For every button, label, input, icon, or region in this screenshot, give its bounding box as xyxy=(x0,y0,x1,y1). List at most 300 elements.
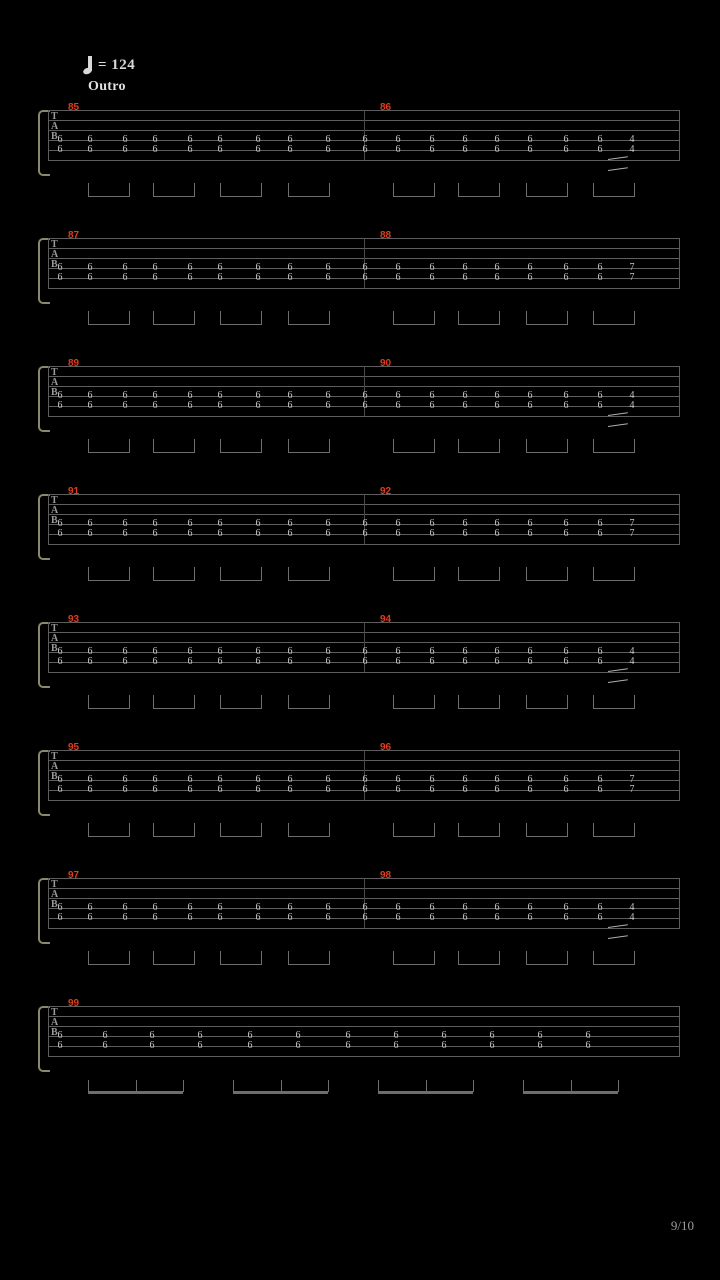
stem xyxy=(618,1080,619,1092)
fret-number: 6 xyxy=(462,272,468,283)
stem xyxy=(473,1080,474,1092)
stem xyxy=(136,1080,137,1092)
staff-left-edge xyxy=(48,1006,49,1056)
fret-number: 6 xyxy=(429,144,435,155)
fret-number: 6 xyxy=(57,902,63,913)
rhythm-bracket xyxy=(220,311,262,325)
staff-right-edge xyxy=(679,878,680,928)
rhythm-bracket xyxy=(220,951,262,965)
fret-number: 6 xyxy=(217,784,223,795)
staff-line xyxy=(48,288,680,289)
fret-number: 6 xyxy=(122,774,128,785)
fret-number: 6 xyxy=(217,656,223,667)
staff-line xyxy=(48,1016,680,1017)
fret-number: 6 xyxy=(187,912,193,923)
fret-number: 6 xyxy=(429,390,435,401)
measure-number: 86 xyxy=(380,102,392,113)
stem xyxy=(281,1080,282,1092)
fret-number: 6 xyxy=(362,784,368,795)
rhythm-bracket xyxy=(393,695,435,709)
rhythm-bracket xyxy=(593,311,635,325)
fret-number: 6 xyxy=(325,144,331,155)
fret-number: 6 xyxy=(429,518,435,529)
rhythm-bracket xyxy=(288,567,330,581)
fret-number: 6 xyxy=(87,912,93,923)
fret-number: 6 xyxy=(187,272,193,283)
fret-number: 6 xyxy=(295,1040,301,1051)
rhythm-bracket xyxy=(526,695,568,709)
fret-number: 6 xyxy=(325,774,331,785)
slide-mark xyxy=(608,423,628,427)
rhythm-bracket xyxy=(88,567,130,581)
fret-number: 6 xyxy=(255,912,261,923)
rhythm-bracket xyxy=(153,311,195,325)
fret-number: 6 xyxy=(325,400,331,411)
rhythm-bracket xyxy=(458,183,500,197)
staff-right-edge xyxy=(679,1006,680,1056)
fret-number: 6 xyxy=(122,272,128,283)
rhythm-bracket xyxy=(593,695,635,709)
measure-number: 97 xyxy=(68,870,80,881)
fret-number: 6 xyxy=(429,134,435,145)
fret-number: 6 xyxy=(255,902,261,913)
fret-number: 6 xyxy=(462,774,468,785)
fret-number: 6 xyxy=(527,784,533,795)
fret-number: 6 xyxy=(494,400,500,411)
fret-number: 6 xyxy=(597,400,603,411)
rhythm-bracket xyxy=(393,311,435,325)
tab-clef: T A B xyxy=(51,879,59,910)
fret-number: 6 xyxy=(217,272,223,283)
fret-number: 6 xyxy=(122,134,128,145)
fret-number: 6 xyxy=(597,262,603,273)
staff-right-edge xyxy=(679,494,680,544)
fret-number: 6 xyxy=(563,784,569,795)
fret-number: 6 xyxy=(197,1040,203,1051)
fret-number: 6 xyxy=(57,400,63,411)
fret-number: 4 xyxy=(629,144,635,155)
fret-number: 6 xyxy=(537,1030,543,1041)
fret-number: 7 xyxy=(629,262,635,273)
rhythm-bracket xyxy=(526,183,568,197)
rhythm-bracket xyxy=(393,183,435,197)
fret-number: 6 xyxy=(217,144,223,155)
fret-number: 6 xyxy=(429,774,435,785)
fret-number: 6 xyxy=(197,1030,203,1041)
staff-left-edge xyxy=(48,110,49,160)
fret-number: 6 xyxy=(362,134,368,145)
rhythm-bracket xyxy=(88,823,130,837)
fret-number: 6 xyxy=(494,518,500,529)
fret-number: 4 xyxy=(629,902,635,913)
fret-number: 6 xyxy=(462,400,468,411)
rhythm-bracket xyxy=(458,823,500,837)
fret-number: 6 xyxy=(255,272,261,283)
staff-line xyxy=(48,800,680,801)
stem xyxy=(426,1080,427,1092)
fret-number: 6 xyxy=(187,134,193,145)
staff-left-edge xyxy=(48,238,49,288)
measure-number: 96 xyxy=(380,742,392,753)
fret-number: 6 xyxy=(87,656,93,667)
staff-right-edge xyxy=(679,238,680,288)
fret-number: 6 xyxy=(462,656,468,667)
staff-line xyxy=(48,1056,680,1057)
fret-number: 6 xyxy=(57,272,63,283)
fret-number: 6 xyxy=(287,134,293,145)
fret-number: 6 xyxy=(287,656,293,667)
fret-number: 6 xyxy=(597,528,603,539)
fret-number: 6 xyxy=(57,646,63,657)
rhythm-bracket xyxy=(220,695,262,709)
staff-left-edge xyxy=(48,494,49,544)
fret-number: 6 xyxy=(87,390,93,401)
fret-number: 6 xyxy=(585,1040,591,1051)
fret-number: 6 xyxy=(287,646,293,657)
rhythm-bracket xyxy=(593,183,635,197)
staff-left-edge xyxy=(48,622,49,672)
fret-number: 6 xyxy=(527,902,533,913)
fret-number: 6 xyxy=(87,518,93,529)
fret-number: 6 xyxy=(325,902,331,913)
fret-number: 6 xyxy=(152,518,158,529)
staff-line xyxy=(48,160,680,161)
fret-number: 6 xyxy=(152,646,158,657)
fret-number: 6 xyxy=(87,272,93,283)
fret-number: 6 xyxy=(429,272,435,283)
fret-number: 6 xyxy=(597,774,603,785)
fret-number: 6 xyxy=(597,656,603,667)
staff-right-edge xyxy=(679,110,680,160)
fret-number: 6 xyxy=(345,1030,351,1041)
rhythm-bracket xyxy=(288,695,330,709)
fret-number: 6 xyxy=(429,400,435,411)
fret-number: 6 xyxy=(217,390,223,401)
fret-number: 7 xyxy=(629,272,635,283)
fret-number: 6 xyxy=(345,1040,351,1051)
fret-number: 6 xyxy=(255,134,261,145)
tab-staff xyxy=(48,238,680,300)
fret-number: 6 xyxy=(255,774,261,785)
fret-number: 6 xyxy=(462,518,468,529)
fret-number: 6 xyxy=(217,134,223,145)
fret-number: 6 xyxy=(122,912,128,923)
fret-number: 6 xyxy=(462,390,468,401)
fret-number: 6 xyxy=(563,774,569,785)
rhythm-bracket xyxy=(88,695,130,709)
fret-number: 6 xyxy=(597,784,603,795)
fret-number: 6 xyxy=(325,262,331,273)
fret-number: 4 xyxy=(629,400,635,411)
fret-number: 6 xyxy=(87,774,93,785)
fret-number: 6 xyxy=(217,912,223,923)
stem xyxy=(523,1080,524,1092)
fret-number: 6 xyxy=(494,144,500,155)
fret-number: 6 xyxy=(362,518,368,529)
staff-left-edge xyxy=(48,878,49,928)
measure-number: 95 xyxy=(68,742,80,753)
stem xyxy=(88,1080,89,1092)
rhythm-bracket xyxy=(220,567,262,581)
fret-number: 6 xyxy=(187,656,193,667)
fret-number: 6 xyxy=(287,528,293,539)
fret-number: 6 xyxy=(217,262,223,273)
fret-number: 6 xyxy=(494,912,500,923)
measure-number: 94 xyxy=(380,614,392,625)
fret-number: 6 xyxy=(122,144,128,155)
staff-right-edge xyxy=(679,750,680,800)
fret-number: 6 xyxy=(217,528,223,539)
fret-number: 6 xyxy=(429,646,435,657)
fret-number: 6 xyxy=(462,646,468,657)
staff-right-edge xyxy=(679,366,680,416)
fret-number: 6 xyxy=(217,400,223,411)
staff-line xyxy=(48,416,680,417)
fret-number: 6 xyxy=(362,774,368,785)
fret-number: 6 xyxy=(462,784,468,795)
fret-number: 6 xyxy=(563,390,569,401)
fret-number: 6 xyxy=(395,646,401,657)
rhythm-bracket xyxy=(220,183,262,197)
fret-number: 4 xyxy=(629,656,635,667)
fret-number: 6 xyxy=(362,646,368,657)
fret-number: 6 xyxy=(87,400,93,411)
fret-number: 6 xyxy=(527,912,533,923)
fret-number: 6 xyxy=(395,774,401,785)
fret-number: 6 xyxy=(395,134,401,145)
fret-number: 6 xyxy=(441,1030,447,1041)
quarter-note-icon xyxy=(88,56,92,71)
fret-number: 6 xyxy=(395,390,401,401)
fret-number: 6 xyxy=(462,144,468,155)
fret-number: 6 xyxy=(217,646,223,657)
fret-number: 6 xyxy=(255,518,261,529)
fret-number: 6 xyxy=(597,144,603,155)
fret-number: 6 xyxy=(597,902,603,913)
fret-number: 6 xyxy=(287,272,293,283)
fret-number: 6 xyxy=(441,1040,447,1051)
fret-number: 6 xyxy=(325,390,331,401)
fret-number: 6 xyxy=(287,774,293,785)
staff-right-edge xyxy=(679,622,680,672)
measure-number: 92 xyxy=(380,486,392,497)
fret-number: 6 xyxy=(462,134,468,145)
fret-number: 6 xyxy=(57,1040,63,1051)
fret-number: 6 xyxy=(57,262,63,273)
fret-number: 6 xyxy=(489,1040,495,1051)
fret-number: 6 xyxy=(287,784,293,795)
fret-number: 6 xyxy=(395,272,401,283)
tab-clef: T A B xyxy=(51,111,59,142)
rhythm-bracket xyxy=(153,567,195,581)
fret-number: 4 xyxy=(629,912,635,923)
fret-number: 6 xyxy=(429,784,435,795)
fret-number: 6 xyxy=(152,272,158,283)
tab-staff xyxy=(48,494,680,556)
fret-number: 6 xyxy=(527,518,533,529)
fret-number: 6 xyxy=(489,1030,495,1041)
fret-number: 6 xyxy=(527,134,533,145)
fret-number: 6 xyxy=(429,262,435,273)
fret-number: 6 xyxy=(362,400,368,411)
rhythm-bracket xyxy=(526,951,568,965)
rhythm-bracket xyxy=(393,567,435,581)
fret-number: 4 xyxy=(629,134,635,145)
slide-mark xyxy=(608,935,628,939)
rhythm-bracket xyxy=(393,951,435,965)
fret-number: 6 xyxy=(152,262,158,273)
fret-number: 6 xyxy=(152,400,158,411)
fret-number: 6 xyxy=(362,656,368,667)
measure-number: 93 xyxy=(68,614,80,625)
fret-number: 6 xyxy=(597,646,603,657)
slide-mark xyxy=(608,679,628,683)
tab-staff xyxy=(48,110,680,172)
fret-number: 4 xyxy=(629,390,635,401)
fret-number: 6 xyxy=(395,518,401,529)
fret-number: 6 xyxy=(57,134,63,145)
rhythm-bracket xyxy=(288,183,330,197)
rhythm-bracket xyxy=(593,951,635,965)
fret-number: 6 xyxy=(187,902,193,913)
fret-number: 6 xyxy=(87,528,93,539)
staff-line xyxy=(48,1026,680,1027)
rhythm-bracket xyxy=(88,439,130,453)
rhythm-bracket xyxy=(153,183,195,197)
staff-left-edge xyxy=(48,366,49,416)
fret-number: 6 xyxy=(494,784,500,795)
stem xyxy=(328,1080,329,1092)
fret-number: 7 xyxy=(629,784,635,795)
stem xyxy=(378,1080,379,1092)
fret-number: 6 xyxy=(395,144,401,155)
staff-line xyxy=(48,1006,680,1007)
fret-number: 6 xyxy=(57,656,63,667)
staff-line xyxy=(48,672,680,673)
fret-number: 6 xyxy=(563,646,569,657)
fret-number: 6 xyxy=(287,518,293,529)
rhythm-bracket xyxy=(288,439,330,453)
page-number: 9/10 xyxy=(670,1218,694,1233)
fret-number: 6 xyxy=(152,902,158,913)
rhythm-bracket xyxy=(458,695,500,709)
fret-number: 6 xyxy=(395,528,401,539)
fret-number: 6 xyxy=(87,646,93,657)
fret-number: 6 xyxy=(429,902,435,913)
fret-number: 6 xyxy=(563,902,569,913)
fret-number: 6 xyxy=(152,390,158,401)
fret-number: 6 xyxy=(597,912,603,923)
fret-number: 6 xyxy=(325,272,331,283)
fret-number: 6 xyxy=(494,902,500,913)
fret-number: 6 xyxy=(87,144,93,155)
fret-number: 6 xyxy=(462,902,468,913)
fret-number: 6 xyxy=(429,656,435,667)
tab-staff xyxy=(48,750,680,812)
fret-number: 6 xyxy=(87,784,93,795)
measure-number: 85 xyxy=(68,102,80,113)
fret-number: 6 xyxy=(563,518,569,529)
fret-number: 6 xyxy=(57,144,63,155)
stem xyxy=(571,1080,572,1092)
rhythm-bracket xyxy=(220,439,262,453)
fret-number: 7 xyxy=(629,528,635,539)
fret-number: 6 xyxy=(527,528,533,539)
fret-number: 6 xyxy=(462,262,468,273)
fret-number: 6 xyxy=(494,646,500,657)
fret-number: 6 xyxy=(152,774,158,785)
fret-number: 6 xyxy=(494,390,500,401)
fret-number: 6 xyxy=(563,400,569,411)
tab-staff xyxy=(48,878,680,940)
fret-number: 6 xyxy=(597,134,603,145)
fret-number: 6 xyxy=(362,262,368,273)
fret-number: 6 xyxy=(247,1030,253,1041)
rhythm-bracket xyxy=(526,567,568,581)
fret-number: 6 xyxy=(187,144,193,155)
section-label: Outro xyxy=(88,79,126,94)
fret-number: 6 xyxy=(217,902,223,913)
rhythm-bracket xyxy=(458,439,500,453)
fret-number: 6 xyxy=(527,262,533,273)
tab-staff xyxy=(48,622,680,684)
rhythm-bracket xyxy=(393,823,435,837)
fret-number: 6 xyxy=(325,528,331,539)
rhythm-bracket xyxy=(593,567,635,581)
fret-number: 6 xyxy=(122,656,128,667)
fret-number: 6 xyxy=(255,528,261,539)
tab-clef: T A B xyxy=(51,367,59,398)
fret-number: 6 xyxy=(527,656,533,667)
fret-number: 6 xyxy=(217,774,223,785)
fret-number: 6 xyxy=(149,1030,155,1041)
measure-number: 99 xyxy=(68,998,80,1009)
fret-number: 6 xyxy=(287,262,293,273)
fret-number: 6 xyxy=(563,144,569,155)
fret-number: 6 xyxy=(563,912,569,923)
stem xyxy=(183,1080,184,1092)
fret-number: 6 xyxy=(597,518,603,529)
rhythm-bracket xyxy=(153,439,195,453)
fret-number: 6 xyxy=(325,656,331,667)
fret-number: 6 xyxy=(362,144,368,155)
fret-number: 6 xyxy=(87,902,93,913)
fret-number: 6 xyxy=(325,134,331,145)
fret-number: 6 xyxy=(563,272,569,283)
fret-number: 6 xyxy=(87,262,93,273)
fret-number: 6 xyxy=(152,144,158,155)
fret-number: 6 xyxy=(362,528,368,539)
rhythm-bracket xyxy=(288,951,330,965)
fret-number: 6 xyxy=(57,528,63,539)
fret-number: 6 xyxy=(563,528,569,539)
fret-number: 6 xyxy=(57,784,63,795)
fret-number: 6 xyxy=(362,272,368,283)
fret-number: 6 xyxy=(102,1030,108,1041)
fret-number: 6 xyxy=(325,518,331,529)
fret-number: 6 xyxy=(563,134,569,145)
fret-number: 6 xyxy=(187,390,193,401)
fret-number: 6 xyxy=(287,912,293,923)
fret-number: 7 xyxy=(629,518,635,529)
fret-number: 6 xyxy=(429,528,435,539)
fret-number: 6 xyxy=(362,902,368,913)
fret-number: 6 xyxy=(494,262,500,273)
fret-number: 6 xyxy=(122,390,128,401)
fret-number: 6 xyxy=(102,1040,108,1051)
rhythm-bracket xyxy=(88,951,130,965)
fret-number: 6 xyxy=(429,912,435,923)
